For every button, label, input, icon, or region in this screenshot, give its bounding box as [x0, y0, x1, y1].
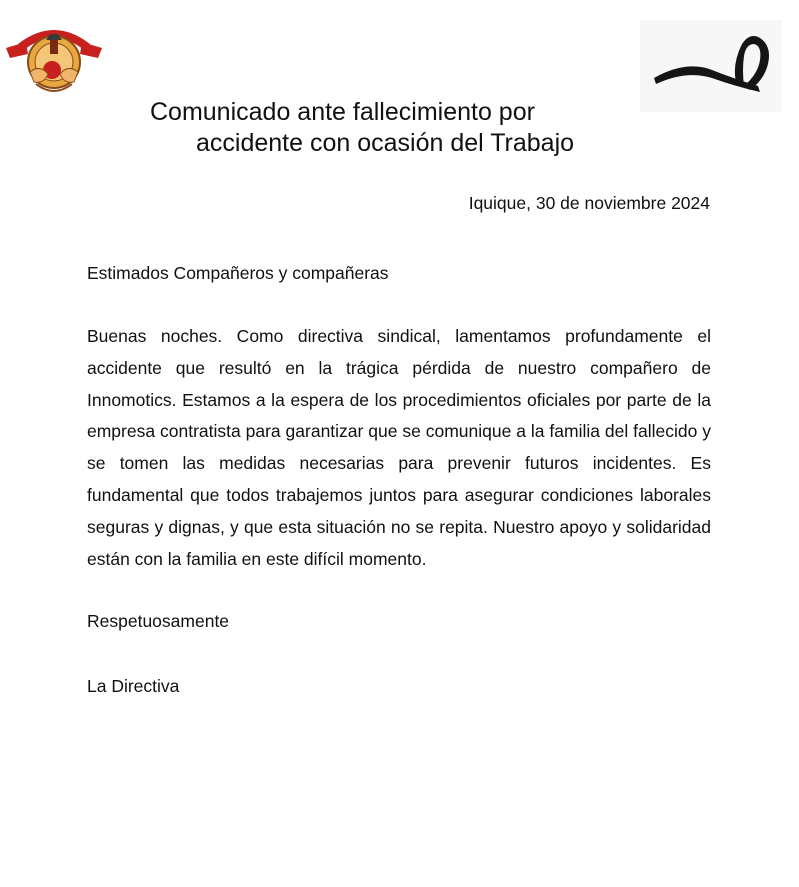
letter-body: Buenas noches. Como directiva sindical, lamentamos profundamente el accidente que resultó en la trágica pérdida de nuestro compañero de Innomotics. Estamos a la espera de los procedimientos oficiales por parte de la empresa contratista para garantizar que se comunique a la familia del fallecido y se tomen las medidas necesarias para prevenir futuros incidentes. Es fundamental que todos trabajemos juntos para asegurar condiciones laborales seguras y dignas, y que esta situación no se repita. Nuestro apoyo y solidaridad están con la familia en este difícil momento. — [87, 326, 711, 569]
title-line-2: accidente con ocasión del Trabajo — [196, 129, 575, 157]
title-line-1: Comunicado ante fallecimiento por — [150, 98, 535, 126]
union-logo-icon — [4, 18, 104, 98]
mourning-ribbon-icon — [640, 20, 782, 112]
page-title — [150, 97, 574, 159]
letter-signature: La Directiva — [87, 676, 180, 696]
letter-date: Iquique, 30 de noviembre 2024 — [468, 193, 710, 213]
letter-closing: Respetuosamente — [87, 611, 230, 631]
letter-greeting: Estimados Compañeros y compañeras — [87, 263, 389, 283]
